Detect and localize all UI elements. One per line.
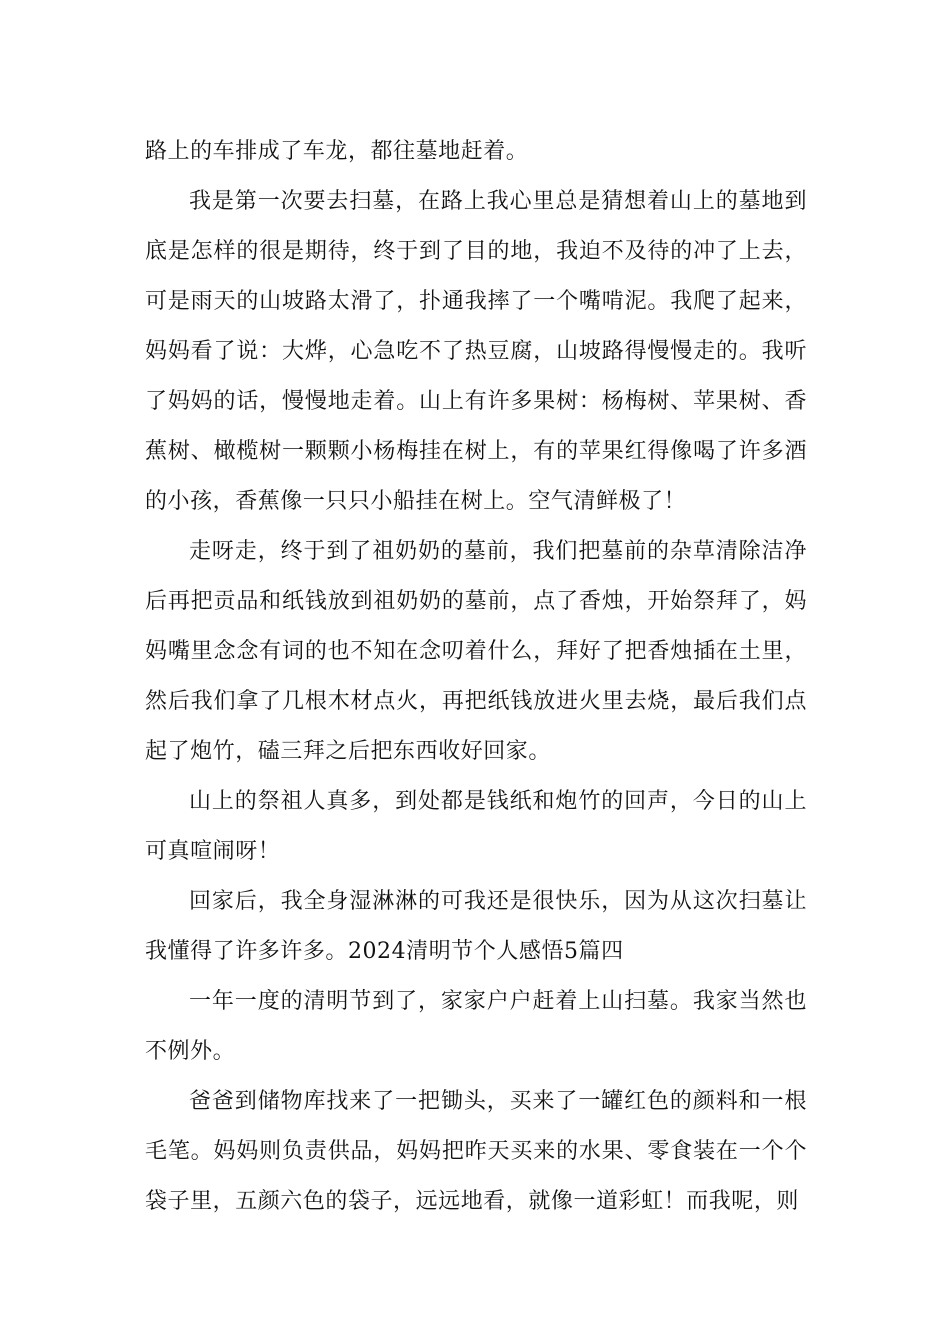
paragraph-1: 路上的车排成了车龙，都往墓地赶着。 bbox=[145, 139, 529, 164]
paragraph-2: 我是第一次要去扫墓，在路上我心里总是猜想着山上的墓地到底是怎样的很是期待，终于到了目的地，我迫不及待的冲了上去，可是雨天的山坡路太滑了，扑通我摔了一个嘴啃泥。我爬了起来，妈妈看了说：大烨，心急吃不了热豆腐，山坡路得慢慢走的。我听了妈妈的话，慢慢地走着。山上有许多果树：杨梅树、苹果树、香蕉树、橄榄树一颗颗小杨梅挂在树上，有的苹果红得像喝了许多酒的小孩，香蕉像一只只小船挂在树上。空气清鲜极了！ bbox=[145, 189, 807, 514]
document-body bbox=[145, 127, 807, 1227]
paragraph-5: 回家后，我全身湿淋淋的可我还是很快乐，因为从这次扫墓让我懂得了许多许多。2024清明节个人感悟5篇四 bbox=[145, 889, 807, 964]
paragraph-3: 走呀走，终于到了祖奶奶的墓前，我们把墓前的杂草清除洁净后再把贡品和纸钱放到祖奶奶的墓前，点了香烛，开始祭拜了，妈妈嘴里念念有词的也不知在念叨着什么，拜好了把香烛插在土里，然后我们拿了几根木材点火，再把纸钱放进火里去烧，最后我们点起了炮竹，磕三拜之后把东西收好回家。 bbox=[145, 539, 807, 764]
paragraph-7: 爸爸到储物库找来了一把锄头，买来了一罐红色的颜料和一根毛笔。妈妈则负责供品，妈妈把昨天买来的水果、零食装在一个个袋子里，五颜六色的袋子，远远地看，就像一道彩虹！而我呢，则 bbox=[145, 1089, 807, 1214]
paragraph-4: 山上的祭祖人真多，到处都是钱纸和炮竹的回声，今日的山上可真喧闹呀！ bbox=[145, 789, 807, 864]
paragraph-6: 一年一度的清明节到了，家家户户赶着上山扫墓。我家当然也不例外。 bbox=[145, 989, 807, 1064]
